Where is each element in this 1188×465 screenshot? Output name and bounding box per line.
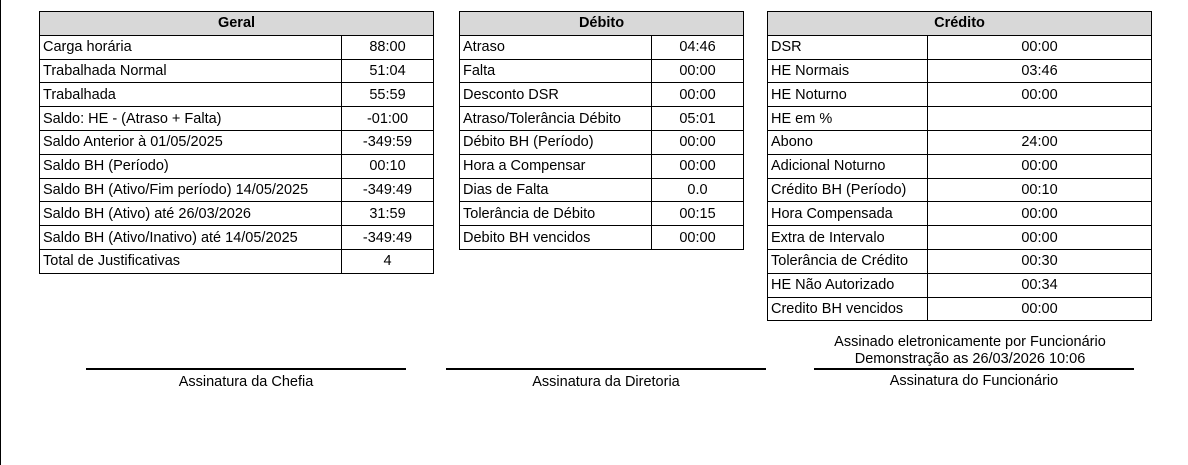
row-label: HE em % bbox=[768, 107, 928, 131]
row-value: 00:30 bbox=[928, 249, 1152, 273]
row-label: Atraso bbox=[460, 35, 652, 59]
row-label: Desconto DSR bbox=[460, 83, 652, 107]
row-value: 31:59 bbox=[342, 202, 434, 226]
debito-body bbox=[460, 35, 744, 249]
table-row bbox=[40, 202, 434, 226]
row-value: 4 bbox=[342, 249, 434, 273]
row-label: Saldo BH (Ativo/Inativo) até 14/05/2025 bbox=[40, 226, 342, 250]
row-label: Saldo BH (Ativo) até 26/03/2026 bbox=[40, 202, 342, 226]
row-value: 00:00 bbox=[652, 130, 744, 154]
row-value: 0.0 bbox=[652, 178, 744, 202]
signed-timestamp-note: Demonstração as 26/03/2026 10:06 bbox=[854, 351, 1086, 367]
diretoria-signature-label: Assinatura da Diretoria bbox=[532, 374, 680, 390]
row-value: 00:00 bbox=[652, 226, 744, 250]
table-row bbox=[768, 249, 1152, 273]
credito-body bbox=[768, 35, 1152, 321]
table-row bbox=[768, 83, 1152, 107]
row-label: HE Normais bbox=[768, 59, 928, 83]
row-value: 00:00 bbox=[928, 154, 1152, 178]
row-label: Saldo BH (Período) bbox=[40, 154, 342, 178]
row-label: Crédito BH (Período) bbox=[768, 178, 928, 202]
table-row bbox=[40, 249, 434, 273]
row-label: DSR bbox=[768, 35, 928, 59]
row-label: Carga horária bbox=[40, 35, 342, 59]
signed-electronically-note: Assinado eletronicamente por Funcionário bbox=[834, 334, 1106, 350]
table-row bbox=[460, 226, 744, 250]
row-value: -349:49 bbox=[342, 178, 434, 202]
table-row bbox=[460, 130, 744, 154]
row-label: Total de Justificativas bbox=[40, 249, 342, 273]
row-value: 00:00 bbox=[652, 83, 744, 107]
diretoria-signature-line bbox=[446, 368, 766, 370]
table-row bbox=[40, 130, 434, 154]
row-value: 00:10 bbox=[342, 154, 434, 178]
row-label: Débito BH (Período) bbox=[460, 130, 652, 154]
geral-body bbox=[40, 35, 434, 273]
row-value: 00:34 bbox=[928, 273, 1152, 297]
row-value: -01:00 bbox=[342, 107, 434, 131]
table-row bbox=[768, 226, 1152, 250]
table-row bbox=[460, 35, 744, 59]
row-value: 88:00 bbox=[342, 35, 434, 59]
row-label: Debito BH vencidos bbox=[460, 226, 652, 250]
row-value: 00:15 bbox=[652, 202, 744, 226]
row-label: Tolerância de Débito bbox=[460, 202, 652, 226]
funcionario-signature-label: Assinatura do Funcionário bbox=[889, 373, 1059, 389]
row-value bbox=[928, 107, 1152, 131]
row-value: 04:46 bbox=[652, 35, 744, 59]
table-row bbox=[40, 59, 434, 83]
row-value: 00:00 bbox=[652, 154, 744, 178]
row-label: Adicional Noturno bbox=[768, 154, 928, 178]
table-row bbox=[768, 178, 1152, 202]
table-row bbox=[40, 154, 434, 178]
table-row bbox=[768, 107, 1152, 131]
row-label: Hora a Compensar bbox=[460, 154, 652, 178]
table-row bbox=[460, 202, 744, 226]
chefia-signature-label: Assinatura da Chefia bbox=[178, 374, 314, 390]
row-label: Saldo BH (Ativo/Fim período) 14/05/2025 bbox=[40, 178, 342, 202]
debito-title: Débito bbox=[460, 12, 744, 36]
table-row bbox=[768, 297, 1152, 321]
row-value: 00:00 bbox=[928, 83, 1152, 107]
row-value: 00:00 bbox=[928, 202, 1152, 226]
row-value: -349:49 bbox=[342, 226, 434, 250]
row-value: 00:00 bbox=[928, 297, 1152, 321]
table-row bbox=[40, 35, 434, 59]
row-value: 00:10 bbox=[928, 178, 1152, 202]
table-row bbox=[40, 226, 434, 250]
table-row bbox=[460, 83, 744, 107]
page-left-border bbox=[0, 0, 1, 465]
row-label: Credito BH vencidos bbox=[768, 297, 928, 321]
credito-table bbox=[767, 11, 1152, 321]
row-value: 03:46 bbox=[928, 59, 1152, 83]
table-row bbox=[768, 273, 1152, 297]
row-label: Tolerância de Crédito bbox=[768, 249, 928, 273]
table-row bbox=[768, 154, 1152, 178]
geral-title: Geral bbox=[40, 12, 434, 36]
row-value: 05:01 bbox=[652, 107, 744, 131]
row-value: 24:00 bbox=[928, 130, 1152, 154]
credito-title: Crédito bbox=[768, 12, 1152, 36]
table-row bbox=[460, 107, 744, 131]
row-label: Trabalhada Normal bbox=[40, 59, 342, 83]
row-value: -349:59 bbox=[342, 130, 434, 154]
debito-table bbox=[459, 11, 744, 250]
row-label: Abono bbox=[768, 130, 928, 154]
chefia-signature-line bbox=[86, 368, 406, 370]
row-label: Extra de Intervalo bbox=[768, 226, 928, 250]
funcionario-signature-line bbox=[814, 368, 1134, 370]
table-row bbox=[460, 59, 744, 83]
row-value: 51:04 bbox=[342, 59, 434, 83]
table-row bbox=[768, 202, 1152, 226]
table-row bbox=[768, 130, 1152, 154]
geral-table bbox=[39, 11, 434, 274]
row-value: 55:59 bbox=[342, 83, 434, 107]
row-label: HE Noturno bbox=[768, 83, 928, 107]
row-label: Hora Compensada bbox=[768, 202, 928, 226]
table-row bbox=[768, 59, 1152, 83]
row-label: Trabalhada bbox=[40, 83, 342, 107]
row-label: HE Não Autorizado bbox=[768, 273, 928, 297]
table-row bbox=[460, 154, 744, 178]
table-row bbox=[768, 35, 1152, 59]
row-value: 00:00 bbox=[928, 226, 1152, 250]
row-value: 00:00 bbox=[652, 59, 744, 83]
table-row bbox=[40, 107, 434, 131]
row-label: Saldo Anterior à 01/05/2025 bbox=[40, 130, 342, 154]
row-label: Atraso/Tolerância Débito bbox=[460, 107, 652, 131]
table-row bbox=[40, 178, 434, 202]
row-label: Dias de Falta bbox=[460, 178, 652, 202]
row-label: Saldo: HE - (Atraso + Falta) bbox=[40, 107, 342, 131]
row-value: 00:00 bbox=[928, 35, 1152, 59]
table-row bbox=[460, 178, 744, 202]
table-row bbox=[40, 83, 434, 107]
row-label: Falta bbox=[460, 59, 652, 83]
